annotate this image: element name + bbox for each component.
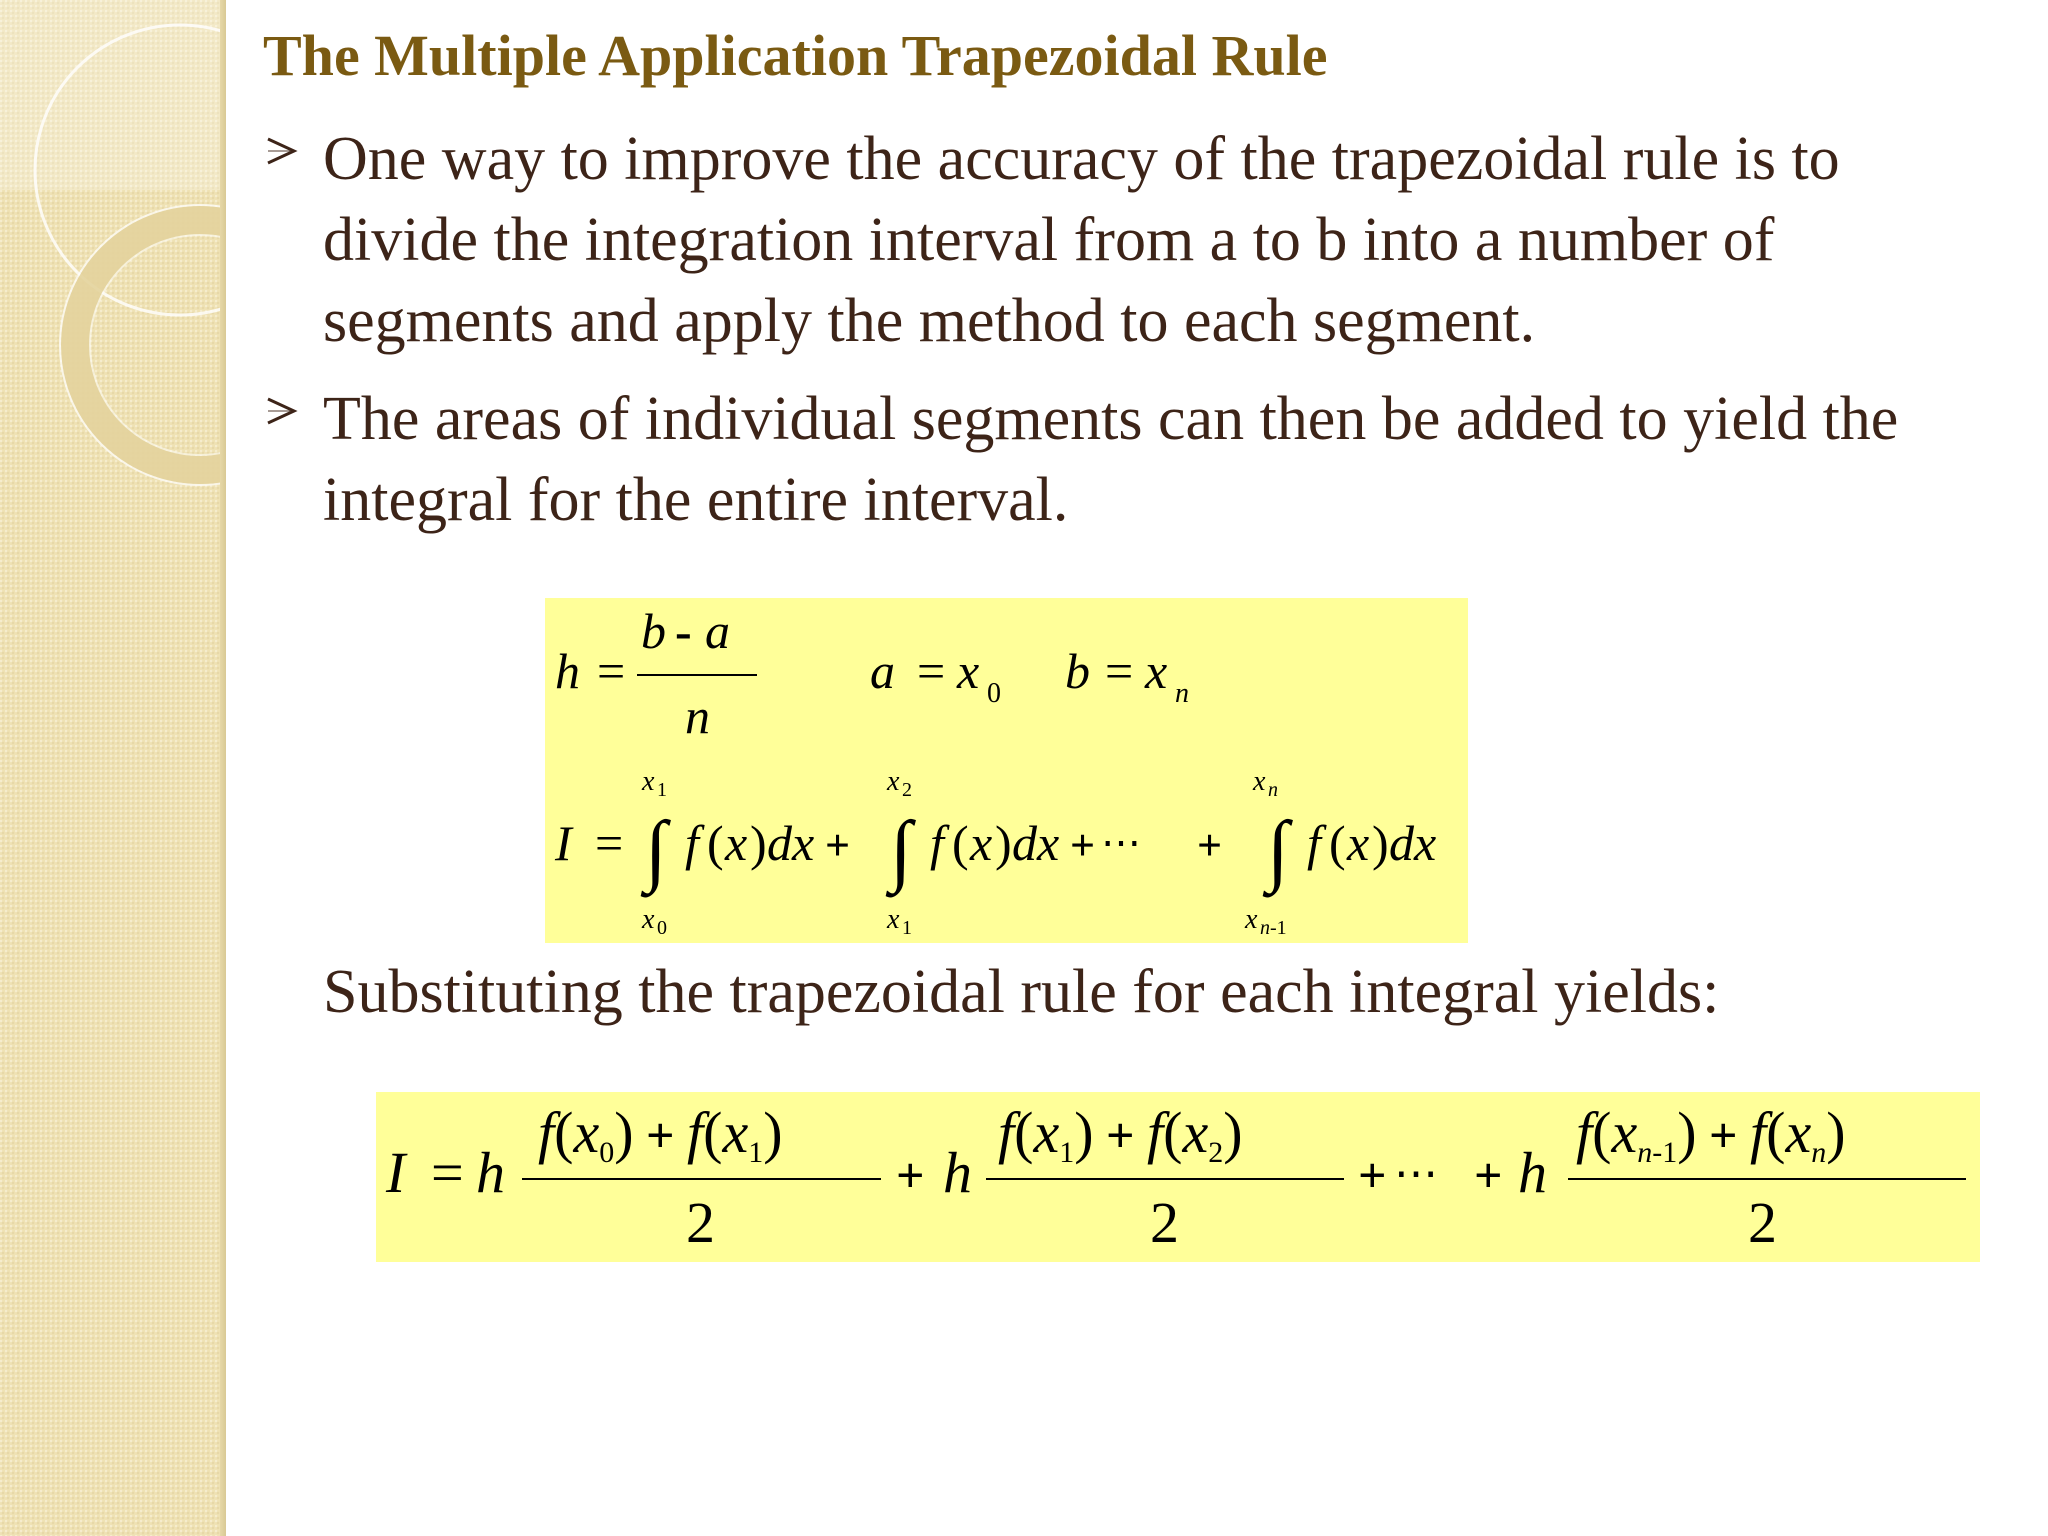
svg-text:2: 2 [686,1190,715,1255]
svg-text:x: x [642,766,655,797]
svg-text:I: I [555,815,572,871]
svg-text:1: 1 [657,779,667,801]
svg-text:x: x [1347,815,1370,871]
svg-text:2: 2 [1748,1190,1777,1255]
formula-box-definitions [545,598,1468,943]
bullet-item [264,379,2004,541]
svg-text:a: a [705,603,730,659]
svg-text:b: b [1065,643,1090,699]
svg-text:x: x [1253,766,1266,797]
svg-text:∫: ∫ [1267,806,1289,894]
svg-text:f: f [1307,815,1321,871]
svg-text:=: = [431,1140,464,1205]
svg-text:=: = [595,815,624,871]
svg-text:dx: dx [1012,815,1060,871]
svg-text:dx: dx [1389,815,1437,871]
svg-text:dx: dx [767,815,815,871]
svg-text:2: 2 [902,779,912,801]
svg-text:(: ( [1329,815,1346,871]
svg-text:∫: ∫ [645,806,667,894]
decorative-ring-icon [0,0,226,1536]
svg-text:h: h [1518,1140,1547,1205]
arrow-bullet-icon [264,379,304,460]
svg-text:h: h [476,1140,505,1205]
bullet-text: The areas of individual segments can then be added to yield the integral for the entire interval. [323,385,1899,534]
svg-text:x: x [1145,643,1168,699]
svg-text:n: n [685,688,710,744]
svg-text:-: - [675,603,692,659]
svg-text:x: x [1245,904,1258,935]
svg-text:=: = [1105,643,1134,699]
svg-text:=: = [597,643,626,699]
svg-text:0: 0 [987,678,1001,709]
svg-text:x: x [970,815,993,871]
svg-text:+: + [1070,821,1096,870]
arrow-bullet-icon [264,119,304,200]
svg-text:(: ( [707,815,724,871]
svg-text:f: f [685,815,699,871]
svg-text:f(xn-1) + f(xn): f(xn-1) + f(xn) [1576,1100,1846,1169]
bullet-text: One way to improve the accuracy of the trapezoidal rule is to divide the integration interval from a to b into a number of segments and apply the method to each segment. [323,125,1840,355]
integral-formula [545,598,1468,943]
svg-text:h: h [943,1140,972,1205]
svg-text:+: + [1197,821,1223,870]
svg-text:2: 2 [1150,1190,1179,1255]
svg-text:1: 1 [902,917,912,939]
svg-text:x: x [642,904,655,935]
svg-text:+: + [825,821,851,870]
svg-text:h: h [555,643,580,699]
svg-text:+: + [1358,1147,1387,1203]
svg-text:0: 0 [657,917,667,939]
svg-text:): ) [750,815,767,871]
svg-text:f(x1) + f(x2): f(x1) + f(x2) [998,1100,1243,1169]
svg-text:b: b [641,603,666,659]
svg-text:(: ( [952,815,969,871]
svg-text:⋯: ⋯ [1101,820,1141,865]
svg-text:=: = [917,643,946,699]
svg-text:): ) [1372,815,1389,871]
svg-text:x: x [725,815,748,871]
svg-text:+: + [896,1147,925,1203]
trapezoidal-sum-formula [376,1092,1980,1262]
svg-text:x: x [887,904,900,935]
svg-text:): ) [995,815,1012,871]
formula-box-trapezoidal-sum [376,1092,1980,1262]
decorative-sidebar [0,0,226,1536]
svg-text:f: f [930,815,944,871]
slide-title: The Multiple Application Trapezoidal Rule [263,23,1328,88]
svg-text:n: n [1268,779,1278,801]
svg-text:x: x [887,766,900,797]
bullet-item [264,119,2004,362]
svg-text:∫: ∫ [890,806,912,894]
svg-text:+: + [1474,1147,1503,1203]
svg-text:f(x0) + f(x1): f(x0) + f(x1) [538,1100,783,1169]
svg-text:n-1: n-1 [1260,917,1287,939]
substitution-text: Substituting the trapezoidal rule for each integral yields: [323,958,1720,1026]
svg-text:n: n [1175,678,1189,709]
svg-text:I: I [386,1140,406,1205]
svg-text:a: a [870,643,895,699]
svg-text:x: x [957,643,980,699]
svg-text:⋯: ⋯ [1394,1149,1438,1198]
